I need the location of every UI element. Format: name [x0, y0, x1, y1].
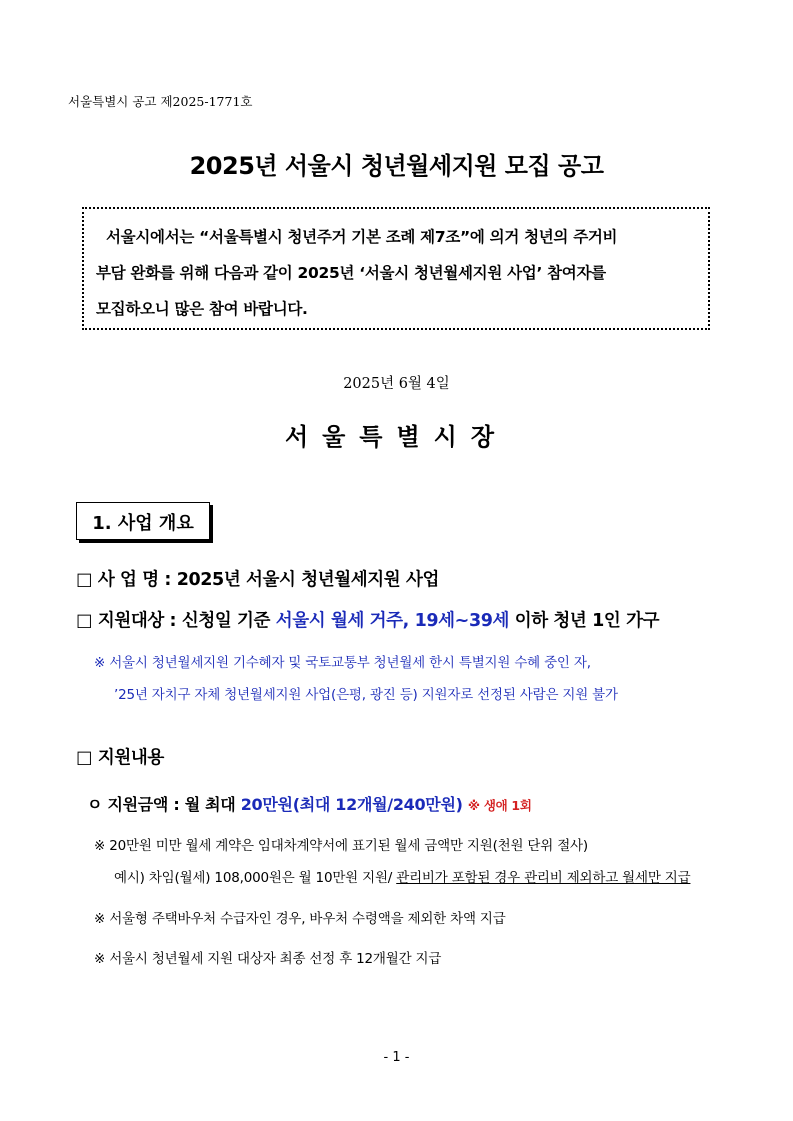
amount-highlight: 20만원(최대 12개월/240만원): [240, 795, 463, 814]
intro-box: [82, 207, 710, 330]
business-name-row: [76, 566, 439, 591]
intro-line-2: 부담 완화를 위해 다음과 같이 2025년 ‘서울시 청년월세지원 사업’ 참여자를: [96, 264, 606, 282]
checkbox-icon: □: [76, 748, 93, 768]
notice-number: 서울특별시 공고 제2025-1771호: [68, 94, 253, 109]
checkbox-icon: □: [76, 611, 93, 631]
amount-row: [87, 792, 532, 815]
note-1-example-plain: 예시) 차임(월세) 108,000원은 월 10만원 지원/: [114, 870, 397, 886]
bullet-icon: ㅇ: [87, 795, 103, 814]
target-suffix: 이하 청년 1인 가구: [509, 611, 660, 631]
section-heading-box: [76, 502, 210, 540]
page-number: - 1 -: [383, 1050, 410, 1065]
page-title: 2025년 서울시 청년월세지원 모집 공고: [189, 152, 604, 180]
target-highlight: 서울시 월세 거주, 19세~39세: [275, 611, 510, 631]
intro-line-3: 모집하오니 많은 참여 바랍니다.: [96, 300, 308, 318]
announcement-date: 2025년 6월 4일: [343, 376, 450, 392]
target-note-2: ’25년 자치구 자체 청년월세지원 사업(은평, 광진 등) 지원자로 선정된 사람은 지원 불가: [114, 687, 618, 703]
issuer-name: 서울특별시장: [284, 422, 509, 451]
section-heading: 1. 사업 개요: [92, 513, 194, 534]
note-1-example-underlined: 관리비가 포함된 경우 관리비 제외하고 월세만 지급: [396, 870, 691, 886]
checkbox-icon: □: [76, 570, 93, 590]
note-1: ※ 20만원 미만 월세 계약은 임대차계약서에 표기된 월세 금액만 지원(천원 단위 절사): [94, 838, 588, 854]
amount-note: ※ 생애 1회: [467, 798, 532, 813]
intro-line-1: 서울시에서는 “서울특별시 청년주거 기본 조례 제7조”에 의거 청년의 주거비: [106, 228, 618, 246]
support-heading: 지원내용: [97, 748, 164, 768]
note-3: ※ 서울시 청년월세 지원 대상자 최종 선정 후 12개월간 지급: [94, 951, 442, 967]
note-1-example: [114, 866, 690, 886]
target-row: [76, 607, 659, 632]
target-note-1: ※ 서울시 청년월세지원 기수혜자 및 국토교통부 청년월세 한시 특별지원 수혜 중인 자,: [94, 655, 591, 671]
support-heading-row: [76, 744, 164, 769]
target-prefix: 지원대상 : 신청일 기준: [97, 611, 276, 631]
note-2: ※ 서울형 주택바우처 수급자인 경우, 바우처 수령액을 제외한 차액 지급: [94, 911, 506, 927]
amount-prefix: 지원금액 : 월 최대: [107, 795, 241, 814]
business-name: 사 업 명 : 2025년 서울시 청년월세지원 사업: [97, 570, 439, 590]
